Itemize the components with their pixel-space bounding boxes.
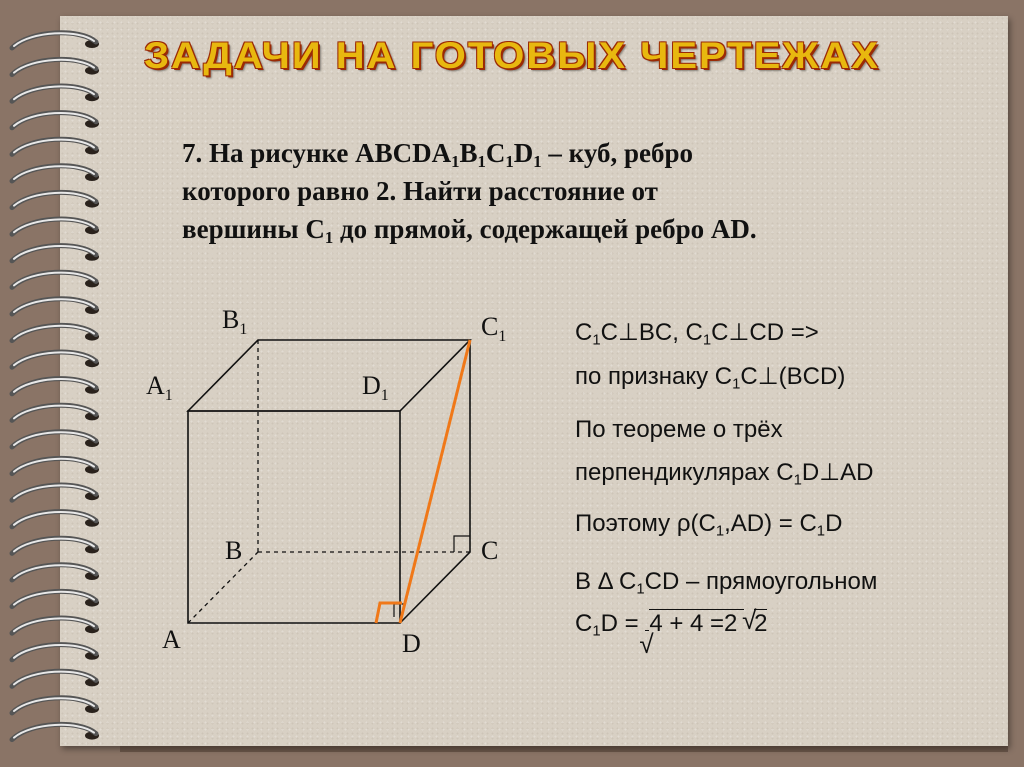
sqrt-radicand-2: 2 [754,610,768,637]
front-face [188,411,400,623]
vertex-label-a1: $A_1$ [146,371,173,404]
solution-line-3: По теореме о трёх [575,416,783,443]
solution-line-7: $C_1D$ = √ 4 + 4 =2 √ 2 [575,605,768,659]
solution-line-1: $C_1C\perp BC$, $C_1C\perp CD$ => [575,319,819,349]
solution-line-4: перпендикулярах $C_1D\perp AD$ [575,459,874,489]
top-face [188,340,470,411]
vertex-label-c1: $C_1$ [481,312,507,345]
sqrt-radicand-1: 4 + 4 =2 [649,610,745,637]
solution-line-5: Поэтому $\rho(C_1,AD) = C_1D$ [575,510,843,540]
problem-line-2: которого равно 2. Найти расстояние от [182,176,658,206]
vertex-label-b1: $B_1$ [222,305,248,338]
hidden-edge-ab [188,552,258,623]
slide-title: ЗАДАЧИ НА ГОТОВЫХ ЧЕРТЕЖАХ [143,35,881,77]
vertex-label-d: D [402,629,421,658]
solution-line-2: по признаку $C_1C\perp(BCD)$ [575,363,846,393]
segment-c1-d [400,340,470,623]
problem-line-3: вершины $C_1$ до прямой, содержащей ребро AD. [182,214,757,248]
sqrt-sign-1: √ [639,629,654,659]
solution-line-6: В Δ $C_1CD$ – прямоугольном [575,568,878,598]
vertex-label-b: B [225,536,243,565]
vertex-label-c: C [481,536,499,565]
vertex-label-a: A [162,625,181,654]
vertex-label-d1: $D_1$ [362,371,389,404]
problem-line-1: 7. На рисунке $ABCDA_1B_1C_1D_1$ – куб, ребро [182,138,693,172]
right-angle-ad-marker [376,603,402,623]
right-angle-c-marker [454,536,470,552]
